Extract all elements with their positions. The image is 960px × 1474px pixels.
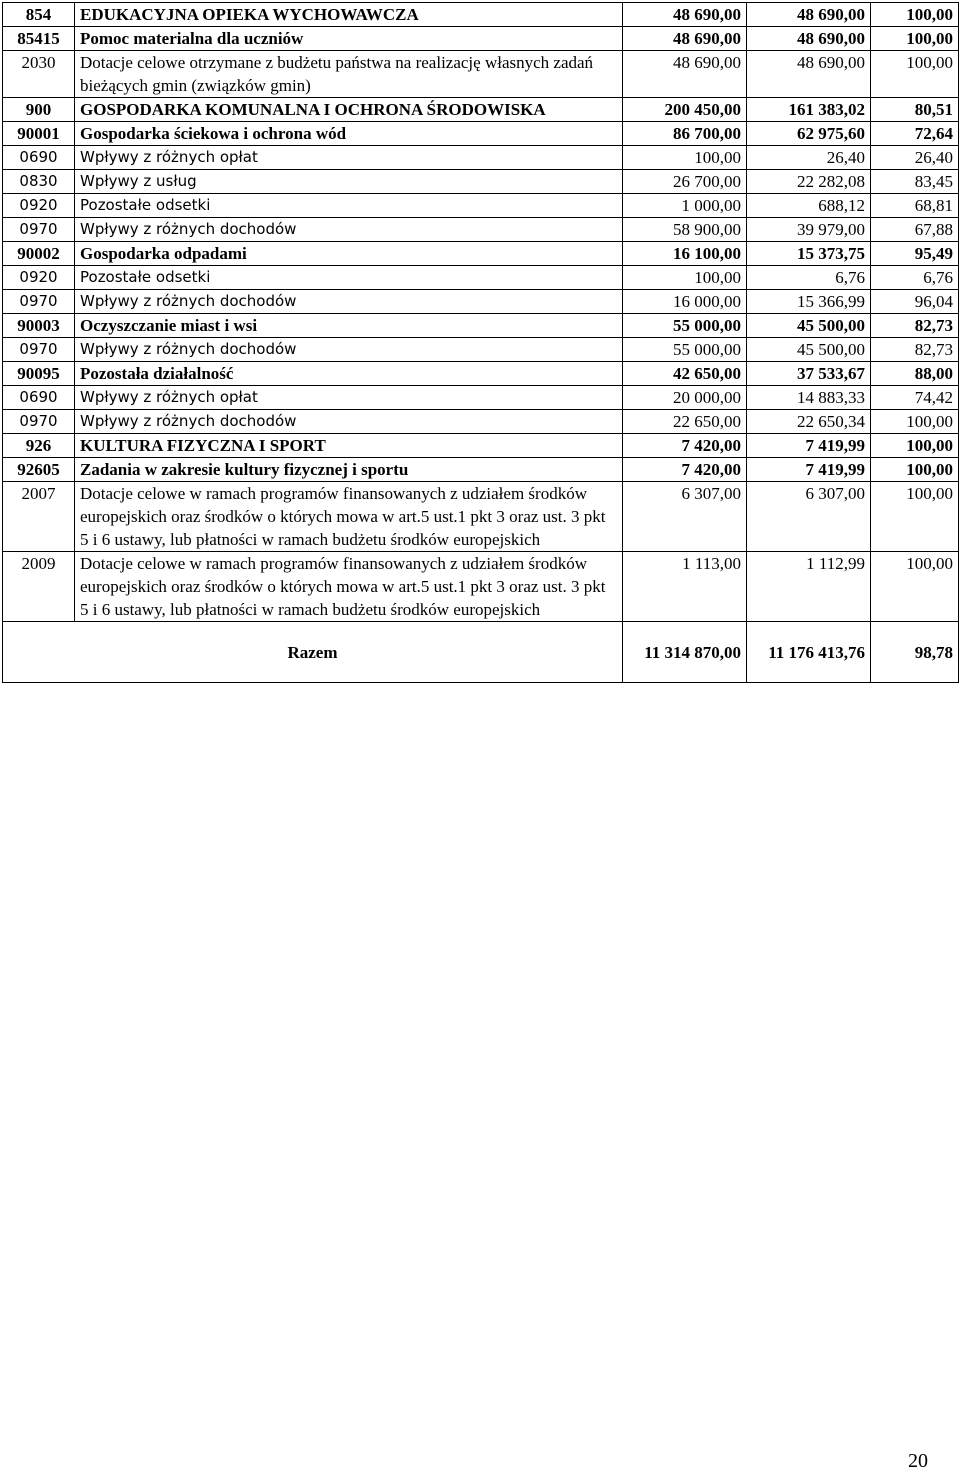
- row-procent: 100,00: [871, 482, 959, 552]
- row-name: Wpływy z różnych opłat: [75, 386, 623, 410]
- row-code: 85415: [3, 27, 75, 51]
- row-plan: 55 000,00: [623, 314, 747, 338]
- row-name: Pozostałe odsetki: [75, 266, 623, 290]
- table-row: [3, 122, 959, 146]
- row-plan: 16 000,00: [623, 290, 747, 314]
- row-code: 926: [3, 434, 75, 458]
- row-name: Wpływy z różnych opłat: [75, 146, 623, 170]
- row-name: Wpływy z różnych dochodów: [75, 338, 623, 362]
- table-row: [3, 434, 959, 458]
- row-name: Dotacje celowe w ramach programów finansowanych z udziałem środków europejskich oraz środków o których mowa w art.5 ust.1 pkt 3 oraz ust. 3 pkt 5 i 6 ustawy, lub płatności w ramach budżetu środków europejskich: [75, 552, 623, 622]
- row-procent: 68,81: [871, 194, 959, 218]
- row-wykonanie: 48 690,00: [747, 27, 871, 51]
- table-row: [3, 314, 959, 338]
- table-body: [3, 3, 959, 622]
- row-code: 0970: [3, 410, 75, 434]
- row-plan: 22 650,00: [623, 410, 747, 434]
- row-procent: 82,73: [871, 338, 959, 362]
- row-code: 90002: [3, 242, 75, 266]
- row-name: Gospodarka odpadami: [75, 242, 623, 266]
- row-wykonanie: 7 419,99: [747, 434, 871, 458]
- row-plan: 48 690,00: [623, 3, 747, 27]
- row-procent: 100,00: [871, 552, 959, 622]
- row-procent: 80,51: [871, 98, 959, 122]
- row-name: Pozostałe odsetki: [75, 194, 623, 218]
- row-plan: 42 650,00: [623, 362, 747, 386]
- row-procent: 100,00: [871, 3, 959, 27]
- row-plan: 6 307,00: [623, 482, 747, 552]
- table-row: [3, 98, 959, 122]
- total-wykonanie: 11 176 413,76: [747, 622, 871, 683]
- row-code: 900: [3, 98, 75, 122]
- row-name: Wpływy z usług: [75, 170, 623, 194]
- row-name: Oczyszczanie miast i wsi: [75, 314, 623, 338]
- table-row: [3, 194, 959, 218]
- row-wykonanie: 39 979,00: [747, 218, 871, 242]
- row-wykonanie: 7 419,99: [747, 458, 871, 482]
- row-procent: 72,64: [871, 122, 959, 146]
- table-row: [3, 386, 959, 410]
- row-code: 90003: [3, 314, 75, 338]
- total-plan: 11 314 870,00: [623, 622, 747, 683]
- row-procent: 100,00: [871, 51, 959, 98]
- row-wykonanie: 14 883,33: [747, 386, 871, 410]
- row-plan: 55 000,00: [623, 338, 747, 362]
- row-name: EDUKACYJNA OPIEKA WYCHOWAWCZA: [75, 3, 623, 27]
- row-procent: 67,88: [871, 218, 959, 242]
- table-row: [3, 362, 959, 386]
- row-name: GOSPODARKA KOMUNALNA I OCHRONA ŚRODOWISKA: [75, 98, 623, 122]
- row-plan: 7 420,00: [623, 434, 747, 458]
- row-procent: 100,00: [871, 458, 959, 482]
- row-plan: 20 000,00: [623, 386, 747, 410]
- row-plan: 26 700,00: [623, 170, 747, 194]
- row-name: Gospodarka ściekowa i ochrona wód: [75, 122, 623, 146]
- row-wykonanie: 48 690,00: [747, 3, 871, 27]
- row-code: 2007: [3, 482, 75, 552]
- row-procent: 100,00: [871, 27, 959, 51]
- row-procent: 95,49: [871, 242, 959, 266]
- row-code: 0920: [3, 266, 75, 290]
- row-code: 0970: [3, 290, 75, 314]
- row-code: 90001: [3, 122, 75, 146]
- row-wykonanie: 22 282,08: [747, 170, 871, 194]
- table-row: [3, 51, 959, 98]
- row-plan: 1 000,00: [623, 194, 747, 218]
- row-wykonanie: 37 533,67: [747, 362, 871, 386]
- row-code: 2030: [3, 51, 75, 98]
- table-row: [3, 290, 959, 314]
- row-code: 2009: [3, 552, 75, 622]
- row-code: 0830: [3, 170, 75, 194]
- row-name: Wpływy z różnych dochodów: [75, 290, 623, 314]
- row-name: Pozostała działalność: [75, 362, 623, 386]
- total-procent: 98,78: [871, 622, 959, 683]
- row-plan: 100,00: [623, 266, 747, 290]
- row-procent: 88,00: [871, 362, 959, 386]
- row-code: 0970: [3, 338, 75, 362]
- table-row: [3, 146, 959, 170]
- row-wykonanie: 15 366,99: [747, 290, 871, 314]
- row-procent: 96,04: [871, 290, 959, 314]
- row-procent: 82,73: [871, 314, 959, 338]
- row-wykonanie: 161 383,02: [747, 98, 871, 122]
- row-procent: 100,00: [871, 410, 959, 434]
- row-plan: 86 700,00: [623, 122, 747, 146]
- total-label: Razem: [3, 622, 623, 683]
- table-row: [3, 27, 959, 51]
- row-code: 0690: [3, 146, 75, 170]
- row-wykonanie: 15 373,75: [747, 242, 871, 266]
- total-row: [3, 622, 959, 683]
- row-wykonanie: 1 112,99: [747, 552, 871, 622]
- table-row: [3, 170, 959, 194]
- budget-table: [2, 2, 959, 683]
- row-code: 854: [3, 3, 75, 27]
- row-plan: 58 900,00: [623, 218, 747, 242]
- table-row: [3, 266, 959, 290]
- row-procent: 74,42: [871, 386, 959, 410]
- row-code: 0690: [3, 386, 75, 410]
- row-name: Wpływy z różnych dochodów: [75, 218, 623, 242]
- row-code: 90095: [3, 362, 75, 386]
- row-name: Wpływy z różnych dochodów: [75, 410, 623, 434]
- table-row: [3, 552, 959, 622]
- row-wykonanie: 45 500,00: [747, 314, 871, 338]
- row-procent: 83,45: [871, 170, 959, 194]
- row-plan: 1 113,00: [623, 552, 747, 622]
- table-row: [3, 410, 959, 434]
- row-plan: 100,00: [623, 146, 747, 170]
- row-wykonanie: 26,40: [747, 146, 871, 170]
- table-row: [3, 3, 959, 27]
- row-plan: 16 100,00: [623, 242, 747, 266]
- row-code: 0970: [3, 218, 75, 242]
- row-plan: 7 420,00: [623, 458, 747, 482]
- table-row: [3, 458, 959, 482]
- table-row: [3, 482, 959, 552]
- table-row: [3, 338, 959, 362]
- row-name: KULTURA FIZYCZNA I SPORT: [75, 434, 623, 458]
- row-wykonanie: 22 650,34: [747, 410, 871, 434]
- row-plan: 48 690,00: [623, 51, 747, 98]
- row-wykonanie: 688,12: [747, 194, 871, 218]
- row-procent: 100,00: [871, 434, 959, 458]
- row-plan: 200 450,00: [623, 98, 747, 122]
- row-name: Pomoc materialna dla uczniów: [75, 27, 623, 51]
- row-wykonanie: 6 307,00: [747, 482, 871, 552]
- row-code: 0920: [3, 194, 75, 218]
- row-name: Dotacje celowe otrzymane z budżetu państwa na realizację własnych zadań bieżących gmin (związków gmin): [75, 51, 623, 98]
- row-name: Zadania w zakresie kultury fizycznej i sportu: [75, 458, 623, 482]
- row-wykonanie: 45 500,00: [747, 338, 871, 362]
- row-name: Dotacje celowe w ramach programów finansowanych z udziałem środków europejskich oraz środków o których mowa w art.5 ust.1 pkt 3 oraz ust. 3 pkt 5 i 6 ustawy, lub płatności w ramach budżetu środków europejskich: [75, 482, 623, 552]
- row-plan: 48 690,00: [623, 27, 747, 51]
- row-code: 92605: [3, 458, 75, 482]
- row-wykonanie: 6,76: [747, 266, 871, 290]
- row-procent: 6,76: [871, 266, 959, 290]
- page-number: 20: [908, 1450, 928, 1472]
- row-wykonanie: 62 975,60: [747, 122, 871, 146]
- row-wykonanie: 48 690,00: [747, 51, 871, 98]
- table-row: [3, 242, 959, 266]
- row-procent: 26,40: [871, 146, 959, 170]
- table-row: [3, 218, 959, 242]
